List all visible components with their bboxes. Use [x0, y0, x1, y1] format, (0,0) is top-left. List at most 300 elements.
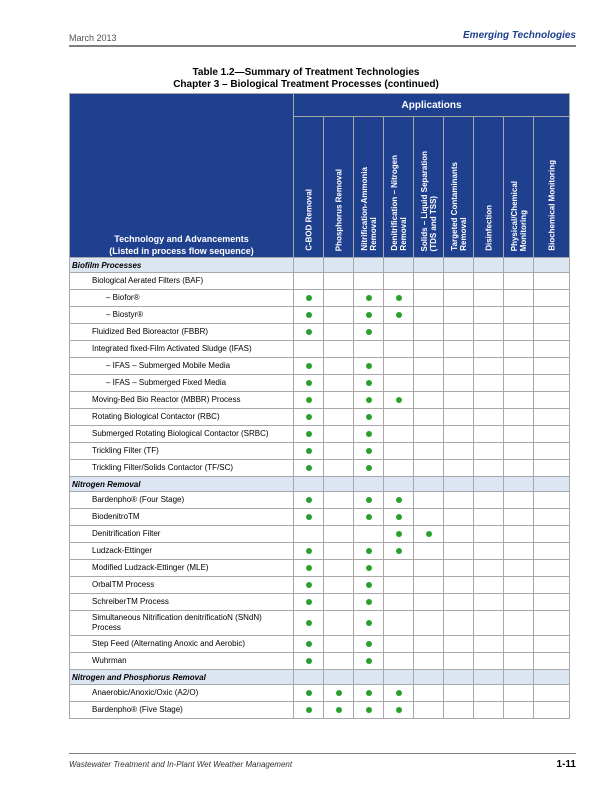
application-cell — [324, 358, 354, 375]
application-column-header — [474, 117, 504, 258]
table-row — [70, 509, 570, 526]
application-cell — [474, 477, 504, 492]
application-cell — [294, 358, 324, 375]
application-cell — [384, 358, 414, 375]
application-cell — [384, 409, 414, 426]
application-cell — [324, 409, 354, 426]
application-cell — [444, 543, 474, 560]
application-cell — [324, 426, 354, 443]
application-cell — [294, 636, 324, 653]
technology-name: Bardenpho® (Five Stage) — [70, 702, 294, 719]
applies-dot-icon — [426, 531, 432, 537]
technology-name: Modified Ludzack-Ettinger (MLE) — [70, 560, 294, 577]
application-cell — [354, 273, 384, 290]
application-cell — [414, 290, 444, 307]
technology-name: Integrated fixed-Film Activated Sludge (IFAS) — [70, 341, 294, 358]
application-cell — [294, 702, 324, 719]
applies-dot-icon — [366, 620, 372, 626]
application-cell — [354, 560, 384, 577]
application-cell — [534, 653, 570, 670]
application-cell — [414, 358, 444, 375]
application-cell — [294, 443, 324, 460]
application-cell — [354, 636, 384, 653]
application-cell — [474, 492, 504, 509]
application-cell — [324, 477, 354, 492]
summary-table — [69, 93, 570, 719]
table-row — [70, 653, 570, 670]
table-row — [70, 324, 570, 341]
application-cell — [384, 392, 414, 409]
application-cell — [414, 324, 444, 341]
application-cell — [414, 492, 444, 509]
application-cell — [474, 526, 504, 543]
application-cell — [354, 324, 384, 341]
application-cell — [504, 636, 534, 653]
application-cell — [294, 375, 324, 392]
application-cell — [504, 290, 534, 307]
application-cell — [354, 426, 384, 443]
application-cell — [384, 324, 414, 341]
application-cell — [474, 392, 504, 409]
application-cell — [294, 460, 324, 477]
application-cell — [324, 543, 354, 560]
application-cell — [414, 594, 444, 611]
application-cell — [384, 443, 414, 460]
applies-dot-icon — [396, 707, 402, 713]
technology-header — [70, 94, 294, 258]
table-row — [70, 636, 570, 653]
table-row — [70, 492, 570, 509]
application-cell — [534, 702, 570, 719]
application-cell — [414, 273, 444, 290]
application-cell — [444, 375, 474, 392]
applies-dot-icon — [306, 690, 312, 696]
application-cell — [474, 685, 504, 702]
table-row — [70, 409, 570, 426]
application-cell — [534, 426, 570, 443]
application-cell — [354, 258, 384, 273]
application-cell — [444, 702, 474, 719]
application-cell — [534, 375, 570, 392]
application-cell — [324, 611, 354, 636]
application-cell — [534, 324, 570, 341]
technology-name: Denitrification Filter — [70, 526, 294, 543]
application-cell — [384, 341, 414, 358]
application-cell — [324, 273, 354, 290]
applies-dot-icon — [396, 497, 402, 503]
application-cell — [354, 492, 384, 509]
applies-dot-icon — [306, 312, 312, 318]
application-cell — [384, 685, 414, 702]
application-cell — [324, 636, 354, 653]
application-cell — [444, 324, 474, 341]
column-header-label: Phosphorus Removal — [334, 168, 343, 251]
technology-name: Moving-Bed Bio Reactor (MBBR) Process — [70, 392, 294, 409]
application-cell — [294, 477, 324, 492]
applies-dot-icon — [396, 690, 402, 696]
applies-dot-icon — [306, 397, 312, 403]
table-row — [70, 307, 570, 324]
footer-page-number: 1-11 — [556, 759, 576, 770]
application-cell — [504, 670, 534, 685]
application-cell — [534, 670, 570, 685]
footer-rule — [69, 753, 576, 754]
table-title-line1: Table 1.2—Summary of Treatment Technologies — [192, 67, 420, 78]
applies-dot-icon — [306, 329, 312, 335]
technology-name: – IFAS – Submerged Fixed Media — [70, 375, 294, 392]
application-cell — [414, 443, 444, 460]
application-cell — [354, 477, 384, 492]
application-cell — [534, 443, 570, 460]
application-cell — [534, 611, 570, 636]
application-cell — [504, 443, 534, 460]
table-row — [70, 577, 570, 594]
application-cell — [504, 594, 534, 611]
application-cell — [474, 443, 504, 460]
application-cell — [354, 307, 384, 324]
application-cell — [444, 685, 474, 702]
application-cell — [444, 560, 474, 577]
application-cell — [414, 577, 444, 594]
table-title-line2: Chapter 3 – Biological Treatment Processes (continued) — [173, 79, 439, 90]
application-cell — [444, 653, 474, 670]
application-cell — [294, 509, 324, 526]
applies-dot-icon — [366, 431, 372, 437]
applies-dot-icon — [396, 312, 402, 318]
technology-name: Bardenpho® (Four Stage) — [70, 492, 294, 509]
application-cell — [444, 409, 474, 426]
application-cell — [414, 543, 444, 560]
application-cell — [474, 509, 504, 526]
application-cell — [504, 611, 534, 636]
application-cell — [324, 307, 354, 324]
application-column-header — [414, 117, 444, 258]
table-row — [70, 611, 570, 636]
application-cell — [414, 509, 444, 526]
application-cell — [414, 611, 444, 636]
category-label: Biofilm Processes — [70, 258, 294, 273]
application-cell — [384, 577, 414, 594]
applications-header: Applications — [294, 94, 570, 117]
application-cell — [534, 290, 570, 307]
application-cell — [474, 375, 504, 392]
application-cell — [504, 526, 534, 543]
applies-dot-icon — [306, 548, 312, 554]
application-cell — [534, 685, 570, 702]
table-row — [70, 560, 570, 577]
application-cell — [534, 258, 570, 273]
application-cell — [444, 307, 474, 324]
application-cell — [324, 670, 354, 685]
table-row — [70, 543, 570, 560]
applies-dot-icon — [366, 641, 372, 647]
applies-dot-icon — [396, 531, 402, 537]
applies-dot-icon — [396, 295, 402, 301]
column-header-label: Physical/Chemical Monitoring — [509, 180, 528, 251]
application-cell — [504, 509, 534, 526]
technology-name: Simultaneous Nitrification denitrificatioN (SNdN) Process — [70, 611, 294, 636]
applies-dot-icon — [366, 582, 372, 588]
application-cell — [324, 341, 354, 358]
application-cell — [474, 460, 504, 477]
application-cell — [354, 577, 384, 594]
technology-name: – IFAS – Submerged Mobile Media — [70, 358, 294, 375]
column-header-label: C-BOD Removal — [304, 189, 313, 251]
applies-dot-icon — [336, 690, 342, 696]
application-cell — [384, 492, 414, 509]
application-cell — [534, 577, 570, 594]
applies-dot-icon — [366, 465, 372, 471]
application-cell — [354, 409, 384, 426]
application-cell — [534, 409, 570, 426]
applies-dot-icon — [366, 397, 372, 403]
technology-header-line2: (Listed in process flow sequence) — [109, 246, 254, 256]
technology-name: Anaerobic/Anoxic/Oxic (A2/O) — [70, 685, 294, 702]
application-cell — [504, 341, 534, 358]
application-cell — [534, 492, 570, 509]
application-cell — [444, 636, 474, 653]
technology-header-line1: Technology and Advancements — [114, 234, 249, 244]
application-cell — [444, 341, 474, 358]
application-cell — [324, 560, 354, 577]
application-cell — [384, 477, 414, 492]
application-cell — [534, 543, 570, 560]
application-cell — [294, 341, 324, 358]
application-cell — [294, 577, 324, 594]
application-cell — [414, 670, 444, 685]
application-cell — [474, 358, 504, 375]
application-cell — [324, 375, 354, 392]
application-cell — [414, 341, 444, 358]
application-cell — [444, 492, 474, 509]
application-cell — [444, 509, 474, 526]
application-cell — [414, 409, 444, 426]
application-column-header — [504, 117, 534, 258]
application-cell — [354, 543, 384, 560]
application-cell — [354, 341, 384, 358]
technology-name: Wuhrman — [70, 653, 294, 670]
application-cell — [534, 341, 570, 358]
application-cell — [504, 543, 534, 560]
application-cell — [504, 258, 534, 273]
table-row — [70, 702, 570, 719]
application-cell — [384, 307, 414, 324]
application-column-header — [354, 117, 384, 258]
application-cell — [444, 443, 474, 460]
applies-dot-icon — [306, 497, 312, 503]
applies-dot-icon — [306, 414, 312, 420]
application-cell — [414, 526, 444, 543]
application-cell — [534, 636, 570, 653]
application-cell — [444, 526, 474, 543]
technology-name: Step Feed (Alternating Anoxic and Aerobic) — [70, 636, 294, 653]
application-cell — [324, 492, 354, 509]
table-title — [0, 67, 612, 91]
application-cell — [294, 653, 324, 670]
application-cell — [444, 392, 474, 409]
applies-dot-icon — [366, 548, 372, 554]
header-section-title: Emerging Technologies — [463, 30, 576, 41]
applies-dot-icon — [366, 565, 372, 571]
application-cell — [504, 460, 534, 477]
application-cell — [324, 392, 354, 409]
application-cell — [504, 307, 534, 324]
header-rule — [69, 45, 576, 47]
application-column-header — [534, 117, 570, 258]
applies-dot-icon — [306, 295, 312, 301]
table-row — [70, 460, 570, 477]
application-cell — [324, 258, 354, 273]
application-cell — [384, 611, 414, 636]
application-cell — [384, 702, 414, 719]
technology-name: SchreiberTM Process — [70, 594, 294, 611]
application-cell — [294, 492, 324, 509]
application-cell — [354, 443, 384, 460]
application-cell — [324, 577, 354, 594]
application-column-header — [384, 117, 414, 258]
technology-name: Rotating Biological Contactor (RBC) — [70, 409, 294, 426]
applies-dot-icon — [366, 329, 372, 335]
application-cell — [534, 460, 570, 477]
applies-dot-icon — [306, 582, 312, 588]
applies-dot-icon — [306, 380, 312, 386]
application-cell — [384, 526, 414, 543]
application-cell — [474, 577, 504, 594]
application-cell — [384, 653, 414, 670]
table-row — [70, 594, 570, 611]
application-cell — [324, 509, 354, 526]
application-cell — [444, 611, 474, 636]
application-cell — [324, 594, 354, 611]
application-cell — [444, 258, 474, 273]
application-cell — [354, 526, 384, 543]
category-row — [70, 258, 570, 273]
applies-dot-icon — [306, 514, 312, 520]
applies-dot-icon — [396, 548, 402, 554]
table-row — [70, 358, 570, 375]
application-cell — [444, 577, 474, 594]
application-column-header — [444, 117, 474, 258]
application-cell — [294, 670, 324, 685]
application-cell — [414, 560, 444, 577]
table-row — [70, 685, 570, 702]
application-cell — [474, 307, 504, 324]
application-cell — [534, 392, 570, 409]
application-cell — [294, 543, 324, 560]
applies-dot-icon — [366, 514, 372, 520]
application-cell — [294, 611, 324, 636]
application-cell — [534, 307, 570, 324]
table-row — [70, 375, 570, 392]
technology-name: OrbalTM Process — [70, 577, 294, 594]
application-cell — [324, 443, 354, 460]
application-cell — [504, 409, 534, 426]
application-cell — [354, 685, 384, 702]
column-header-label: Disinfection — [484, 205, 493, 251]
application-cell — [444, 477, 474, 492]
applies-dot-icon — [306, 465, 312, 471]
table-row — [70, 392, 570, 409]
application-cell — [504, 477, 534, 492]
application-cell — [354, 509, 384, 526]
application-cell — [384, 460, 414, 477]
application-cell — [354, 702, 384, 719]
application-cell — [414, 426, 444, 443]
application-cell — [294, 409, 324, 426]
application-cell — [474, 426, 504, 443]
application-cell — [324, 324, 354, 341]
applies-dot-icon — [306, 448, 312, 454]
application-cell — [534, 594, 570, 611]
technology-name: – Biostyr® — [70, 307, 294, 324]
application-cell — [504, 392, 534, 409]
application-cell — [324, 290, 354, 307]
applies-dot-icon — [366, 312, 372, 318]
application-cell — [384, 560, 414, 577]
header-date: March 2013 — [69, 33, 117, 43]
application-cell — [354, 460, 384, 477]
application-cell — [474, 702, 504, 719]
technology-name: – Biofor® — [70, 290, 294, 307]
applies-dot-icon — [396, 397, 402, 403]
applies-dot-icon — [306, 431, 312, 437]
application-cell — [414, 375, 444, 392]
application-cell — [294, 594, 324, 611]
application-cell — [534, 509, 570, 526]
application-cell — [354, 653, 384, 670]
application-cell — [354, 290, 384, 307]
applies-dot-icon — [306, 599, 312, 605]
applies-dot-icon — [366, 363, 372, 369]
applies-dot-icon — [366, 448, 372, 454]
application-cell — [414, 392, 444, 409]
application-cell — [384, 543, 414, 560]
application-cell — [384, 258, 414, 273]
application-cell — [504, 273, 534, 290]
application-cell — [294, 392, 324, 409]
application-cell — [414, 636, 444, 653]
application-cell — [414, 258, 444, 273]
application-cell — [414, 307, 444, 324]
application-cell — [504, 358, 534, 375]
application-cell — [414, 477, 444, 492]
application-cell — [294, 526, 324, 543]
applies-dot-icon — [366, 690, 372, 696]
column-header-label: Biochemical Monitoring — [547, 160, 557, 251]
application-cell — [474, 594, 504, 611]
application-cell — [384, 670, 414, 685]
application-cell — [414, 653, 444, 670]
category-label: Nitrogen Removal — [70, 477, 294, 492]
column-header-label: Targeted Contaminants Removal — [449, 162, 468, 251]
application-cell — [354, 670, 384, 685]
application-cell — [354, 611, 384, 636]
application-cell — [444, 358, 474, 375]
application-cell — [294, 560, 324, 577]
application-cell — [474, 324, 504, 341]
application-cell — [294, 426, 324, 443]
application-cell — [324, 460, 354, 477]
application-cell — [444, 426, 474, 443]
application-cell — [384, 426, 414, 443]
application-cell — [384, 594, 414, 611]
application-cell — [324, 653, 354, 670]
column-header-label: Solids – Liquid Separation (TDS and TSS) — [419, 150, 438, 251]
application-cell — [474, 290, 504, 307]
applies-dot-icon — [306, 620, 312, 626]
application-cell — [534, 358, 570, 375]
applies-dot-icon — [366, 295, 372, 301]
